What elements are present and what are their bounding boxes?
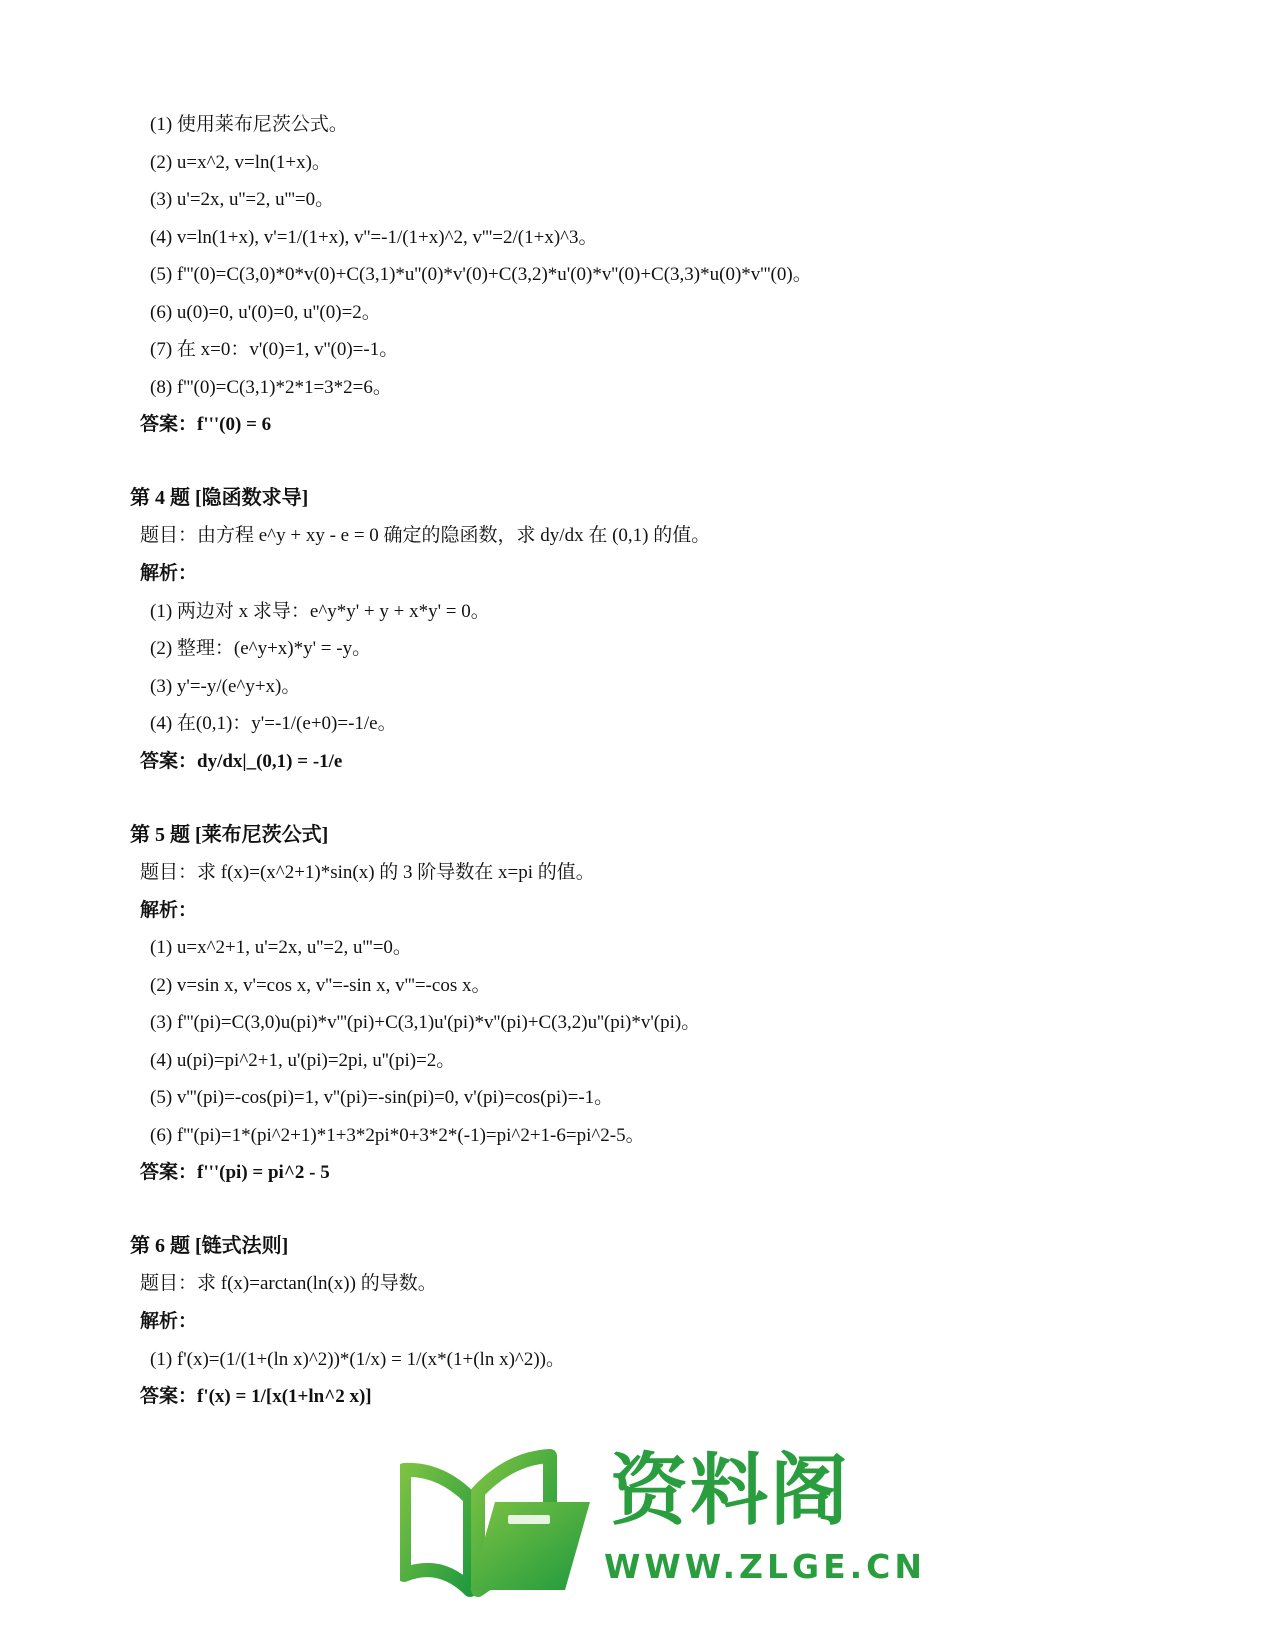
q5-step-5: (5) v'''(pi)=-cos(pi)=1, v''(pi)=-sin(pi)=0, v'(pi)=cos(pi)=-1。 xyxy=(150,1087,614,1108)
q6-step-1: (1) f'(x)=(1/(1+(ln x)^2))*(1/x) = 1/(x*(1+(ln x)^2))。 xyxy=(150,1349,565,1370)
q5-question: 题目：求 f(x)=(x^2+1)*sin(x) 的 3 阶导数在 x=pi 的值。 xyxy=(140,862,595,883)
q5-analysis-label: 解析： xyxy=(140,900,198,921)
q4-heading: 第 4 题 [隐函数求导] xyxy=(130,487,309,509)
prev-step-8: (8) f'''(0)=C(3,1)*2*1=3*2=6。 xyxy=(150,377,392,398)
prev-step-6: (6) u(0)=0, u'(0)=0, u''(0)=2。 xyxy=(150,302,381,323)
q6-answer: 答案：f'(x) = 1/[x(1+ln^2 x)] xyxy=(140,1386,372,1407)
q5-step-6: (6) f'''(pi)=1*(pi^2+1)*1+3*2pi*0+3*2*(-1)=pi^2+1-6=pi^2-5。 xyxy=(150,1125,645,1146)
q4-step-3: (3) y'=-y/(e^y+x)。 xyxy=(150,676,301,697)
prev-step-3: (3) u'=2x, u''=2, u'''=0。 xyxy=(150,189,335,210)
q6-question: 题目：求 f(x)=arctan(ln(x)) 的导数。 xyxy=(140,1273,437,1294)
q5-step-4: (4) u(pi)=pi^2+1, u'(pi)=2pi, u''(pi)=2。 xyxy=(150,1050,456,1071)
q4-step-1: (1) 两边对 x 求导：e^y*y' + y + x*y' = 0。 xyxy=(150,601,490,622)
prev-step-2: (2) u=x^2, v=ln(1+x)。 xyxy=(150,152,331,173)
prev-step-1: (1) 使用莱布尼茨公式。 xyxy=(150,114,348,135)
prev-answer: 答案：f'''(0) = 6 xyxy=(140,414,272,435)
q4-analysis-label: 解析： xyxy=(140,563,198,584)
q5-step-3: (3) f'''(pi)=C(3,0)u(pi)*v'''(pi)+C(3,1)u'(pi)*v''(pi)+C(3,2)u''(pi)*v'(pi)。 xyxy=(150,1012,701,1033)
q6-analysis-label: 解析： xyxy=(140,1311,198,1332)
prev-step-4: (4) v=ln(1+x), v'=1/(1+x), v''=-1/(1+x)^2, v'''=2/(1+x)^3。 xyxy=(150,227,598,248)
q5-answer: 答案：f'''(pi) = pi^2 - 5 xyxy=(140,1162,330,1183)
q5-step-2: (2) v=sin x, v'=cos x, v''=-sin x, v'''=-cos x。 xyxy=(150,975,491,996)
q5-step-1: (1) u=x^2+1, u'=2x, u''=2, u'''=0。 xyxy=(150,937,412,958)
q4-question: 题目：由方程 e^y + xy - e = 0 确定的隐函数，求 dy/dx 在 (0,1) 的值。 xyxy=(140,525,711,546)
prev-step-7: (7) 在 x=0：v'(0)=1, v''(0)=-1。 xyxy=(150,339,399,360)
q4-step-4: (4) 在(0,1)：y'=-1/(e+0)=-1/e。 xyxy=(150,713,397,734)
q6-heading: 第 6 题 [链式法则] xyxy=(130,1235,289,1257)
q5-heading: 第 5 题 [莱布尼茨公式] xyxy=(130,824,329,846)
q4-answer: 答案：dy/dx|_(0,1) = -1/e xyxy=(140,751,343,772)
watermark-url: WWW.ZLGE.CN xyxy=(604,1547,927,1586)
q4-step-2: (2) 整理：(e^y+x)*y' = -y。 xyxy=(150,638,372,659)
watermark-name: 资料阁 xyxy=(610,1446,851,1536)
prev-step-5: (5) f'''(0)=C(3,0)*0*v(0)+C(3,1)*u''(0)*v'(0)+C(3,2)*u'(0)*v''(0)+C(3,3)*u(0)*v'''(0)。 xyxy=(150,264,812,285)
